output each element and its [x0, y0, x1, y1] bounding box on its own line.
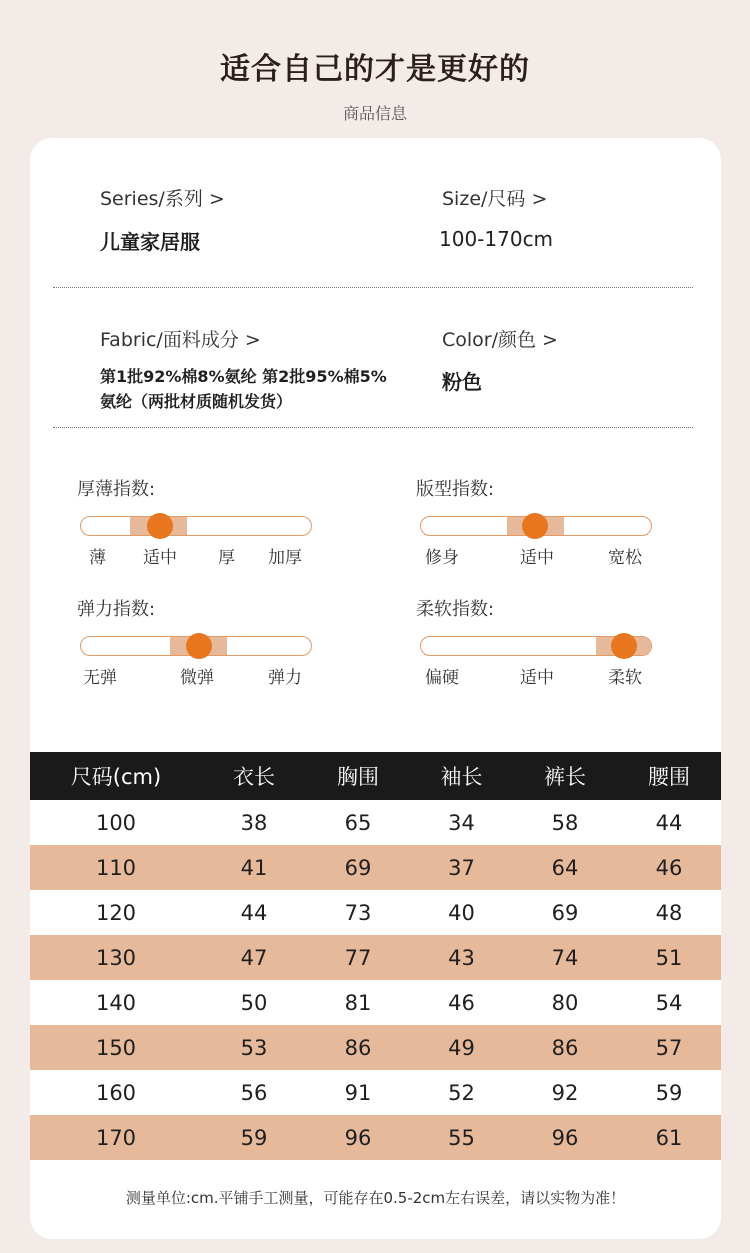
- table-cell: 65: [344, 810, 372, 835]
- table-row: [30, 1070, 721, 1115]
- table-cell: 52: [448, 1080, 475, 1105]
- page-title: 适合自己的才是更好的: [220, 52, 530, 87]
- table-cell: 53: [202, 1025, 306, 1070]
- index-knob: [147, 513, 173, 539]
- table-cell: 61: [617, 1115, 721, 1160]
- index-tick: 厚: [218, 548, 235, 568]
- table-cell: 150: [30, 1025, 202, 1070]
- index-tick: 柔软: [608, 668, 642, 688]
- index-knob: [186, 633, 212, 659]
- index-track: [80, 516, 312, 536]
- table-cell: 130: [30, 935, 202, 980]
- table-cell: 41: [202, 845, 306, 890]
- table-cell: 86: [306, 1025, 410, 1070]
- measurement-note: 测量单位:cm.平铺手工测量，可能存在0.5-2cm左右误差，请以实物为准！: [125, 1189, 626, 1207]
- table-header-cell: 尺码(cm): [30, 752, 202, 800]
- index-label: 厚薄指数:: [77, 479, 156, 500]
- table-row: [30, 845, 721, 890]
- table-cell: 73: [344, 900, 372, 925]
- table-cell: 38: [240, 810, 268, 835]
- index-tick: 偏硬: [425, 668, 459, 688]
- index-tick: 适中: [143, 548, 177, 568]
- table-cell: 51: [617, 935, 721, 980]
- index-tick: 加厚: [268, 548, 302, 568]
- table-cell: 46: [617, 845, 721, 890]
- page-subtitle: 商品信息: [342, 104, 407, 123]
- table-cell: 77: [306, 935, 410, 980]
- index-tick: 弹力: [268, 668, 302, 688]
- table-cell: 59: [655, 1080, 683, 1105]
- table-header-cell: 袖长: [410, 752, 513, 800]
- index-tick: 修身: [425, 548, 459, 568]
- index-tick: 无弹: [83, 668, 117, 688]
- table-cell: 80: [551, 990, 579, 1015]
- table-cell: 110: [30, 845, 202, 890]
- table-cell: 64: [513, 845, 617, 890]
- table-cell: 74: [513, 935, 617, 980]
- index-tick: 适中: [520, 548, 554, 568]
- table-cell: 160: [95, 1080, 137, 1105]
- table-cell: 59: [202, 1115, 306, 1160]
- table-cell: 50: [240, 990, 268, 1015]
- table-cell: 47: [202, 935, 306, 980]
- table-cell: 44: [655, 810, 683, 835]
- color-label: Color/颜色 >: [442, 329, 558, 351]
- fabric-value: 第1批92%棉8%氨纶 第2批95%棉5%氨纶（两批材质随机发货）: [100, 367, 387, 411]
- table-cell: 55: [410, 1115, 513, 1160]
- table-cell: 86: [513, 1025, 617, 1070]
- series-value: 儿童家居服: [100, 230, 200, 254]
- table-cell: 48: [655, 900, 683, 925]
- table-cell: 69: [551, 900, 579, 925]
- fabric-label: Fabric/面料成分 >: [100, 329, 261, 351]
- index-knob: [611, 633, 637, 659]
- table-cell: 81: [344, 990, 372, 1015]
- table-cell: 40: [448, 900, 475, 925]
- table-cell: 54: [655, 990, 683, 1015]
- table-cell: 58: [551, 810, 579, 835]
- table-row: [30, 800, 721, 845]
- table-cell: 43: [410, 935, 513, 980]
- table-header-cell: 裤长: [513, 752, 617, 800]
- size-table: [30, 752, 721, 1160]
- table-row: [30, 1025, 721, 1070]
- table-cell: 92: [551, 1080, 579, 1105]
- index-tick: 微弹: [180, 668, 214, 688]
- table-body: [30, 800, 721, 1160]
- index-tick: 适中: [520, 668, 554, 688]
- table-header-row: [30, 752, 721, 800]
- index-label: 柔软指数:: [416, 599, 495, 620]
- size-label: Size/尺码 >: [442, 188, 548, 210]
- table-cell: 46: [448, 990, 475, 1015]
- table-cell: 69: [306, 845, 410, 890]
- color-value: 粉色: [442, 370, 482, 394]
- table-cell: 96: [306, 1115, 410, 1160]
- table-cell: 100: [95, 810, 137, 835]
- table-cell: 140: [95, 990, 137, 1015]
- table-cell: 37: [410, 845, 513, 890]
- series-label: Series/系列 >: [100, 188, 225, 210]
- table-row: [30, 890, 721, 935]
- table-cell: 56: [240, 1080, 268, 1105]
- index-tick: 薄: [89, 548, 106, 568]
- table-row: [30, 1115, 721, 1160]
- index-label: 版型指数:: [416, 479, 495, 500]
- table-cell: 170: [30, 1115, 202, 1160]
- table-cell: 120: [95, 900, 137, 925]
- index-tick: 宽松: [608, 548, 642, 568]
- index-knob: [522, 513, 548, 539]
- table-cell: 44: [240, 900, 268, 925]
- table-header-cell: 腰围: [617, 752, 721, 800]
- divider: [53, 287, 693, 288]
- table-cell: 96: [513, 1115, 617, 1160]
- table-cell: 57: [617, 1025, 721, 1070]
- table-row: [30, 935, 721, 980]
- table-header-cell: 衣长: [202, 752, 306, 800]
- table-cell: 49: [410, 1025, 513, 1070]
- size-value: 100-170cm: [439, 227, 554, 251]
- index-label: 弹力指数:: [77, 599, 156, 620]
- divider: [53, 427, 693, 428]
- table-cell: 34: [448, 810, 475, 835]
- table-row: [30, 980, 721, 1025]
- table-header-cell: 胸围: [306, 752, 410, 800]
- product-info-card: [30, 138, 721, 1239]
- table-cell: 91: [344, 1080, 372, 1105]
